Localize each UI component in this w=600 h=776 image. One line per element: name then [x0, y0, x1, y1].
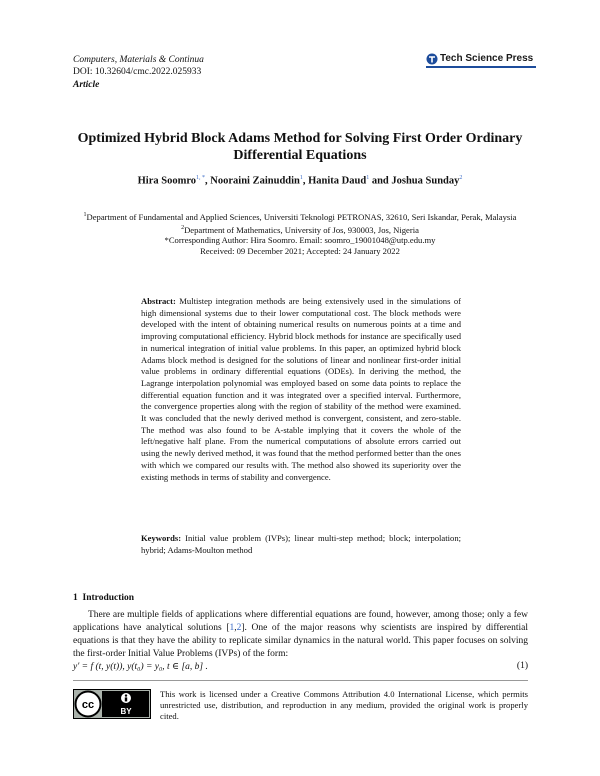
- paragraph-text: There are multiple fields of applications where differential equations are found, however, among those; only a few applications have analytical solutions [: [73, 610, 528, 633]
- publisher-logo-text: Tech Science Press: [440, 53, 534, 64]
- author-affil-mark[interactable]: 2: [459, 175, 463, 181]
- journal-name: Computers, Materials & Continua: [73, 55, 204, 65]
- author-affil-mark[interactable]: 1, *: [196, 175, 206, 181]
- section-number: 1: [73, 593, 78, 603]
- abstract-text: Multistep integration methods are being extensively used in the simulations of high dimensional systems due to their lower computational cost. The block methods were developed with the intent of obtaining numerical results on numerous points at a time and improving computational efficiency. Hybrid block methods for instance are specifically used in numerical integration of initial value problems. In this paper, an optimized hybrid block Adams block method is designed for the solutions of linear and nonlinear first-order initial value problems in ordinary differential equations (ODEs). In deriving the method, the Lagrange interpolation polynomial was employed based on some data points to replace the differential equation function and it was integrated over a specified interval. Furthermore, the convergence properties along with the region of stability of the method were examined. It was concluded that the newly derived method is convergent, consistent, and zero-stable. The method was also found to be A-stable implying that it covers the whole of the left/negative half plane. From the numerical computations of absolute errors carried out using the newly derived method, it was found that the method performed better than the ones with which we compared our results with. The method also showed its superiority over the existing methods in terms of stability and convergence.: [141, 296, 461, 482]
- publication-dates: Received: 09 December 2021; Accepted: 24 January 2022: [200, 246, 400, 257]
- affiliation-line: [60, 223, 540, 236]
- keywords-text: Initial value problem (IVPs); linear multi-step method; block; interpolation; hybrid; Adams-Moulton method: [141, 533, 461, 555]
- author-separator: ,: [302, 175, 309, 187]
- affiliations: [60, 210, 540, 257]
- author-separator: ,: [205, 175, 211, 187]
- affiliation-line: [60, 210, 540, 223]
- affiliation-text: Department of Fundamental and Applied Sciences, Universiti Teknologi PETRONAS, 32610, Seri Iskandar, Perak, Malaysia: [86, 211, 517, 222]
- abstract: [141, 296, 461, 483]
- paragraph-text: ]. One of the major reasons why scientists are inspired by differential equations is that they have the ability to replicate similar dynamics in the natural world. This paper focuses on solving the first-order Initial Value Problems (IVPs) of the form:: [73, 623, 528, 659]
- author-separator: and: [369, 175, 392, 187]
- author-affil-mark[interactable]: 1: [299, 175, 303, 181]
- author-name: Hira Soomro: [137, 175, 197, 187]
- citation-link[interactable]: 2: [236, 623, 242, 633]
- keywords-label: Keywords:: [141, 533, 182, 543]
- paper-title: Optimized Hybrid Block Adams Method for Solving First Order Ordinary Differential Equations: [77, 131, 523, 163]
- abstract-label: Abstract:: [141, 296, 176, 306]
- author-list: [60, 175, 540, 187]
- affiliation-mark: 2: [181, 224, 185, 231]
- section-body: [73, 609, 528, 661]
- license-text: This work is licensed under a Creative Commons Attribution 4.0 International License, which permits unrestricted use, distribution, and reproduction in any medium, provided the original work is properly cited.: [160, 689, 528, 722]
- affiliation-mark: 1: [83, 212, 87, 218]
- citation-separator: ,: [234, 623, 237, 633]
- article-type: Article: [73, 80, 100, 90]
- doi[interactable]: DOI: 10.32604/cmc.2022.025933: [73, 67, 202, 77]
- author-name: Nooraini Zainuddin: [210, 175, 300, 187]
- section-heading: [73, 593, 134, 603]
- publisher-logo: [426, 51, 536, 68]
- footer-divider: [73, 680, 528, 681]
- cc-by-license-icon[interactable]: [73, 689, 151, 719]
- author-name: Hanita Daud: [308, 175, 367, 187]
- equation-number: (1): [516, 661, 528, 671]
- equation-row: [73, 661, 528, 672]
- corresponding-author: *Corresponding Author: Hira Soomro. Email: soomro_19001048@utp.edu.my: [164, 235, 436, 246]
- paragraph: [73, 609, 528, 661]
- section-title: Introduction: [82, 593, 135, 603]
- keywords: [141, 533, 461, 556]
- author-affil-mark[interactable]: 1: [366, 175, 370, 181]
- affiliation-text: Department of Mathematics, University of Jos, 930003, Jos, Nigeria: [184, 224, 419, 235]
- publisher-logo-underline: [426, 66, 536, 68]
- publisher-logo-icon: [426, 53, 438, 65]
- by-badge-text: BY: [120, 707, 132, 716]
- citation-link[interactable]: 1: [229, 623, 235, 633]
- cc-badge-text: cc: [81, 699, 95, 711]
- equation: y′ = f (t, y(t)), y(t₀) = y₀, t ∈ [a, b] .: [73, 662, 208, 672]
- author-name: Joshua Sunday: [391, 175, 460, 187]
